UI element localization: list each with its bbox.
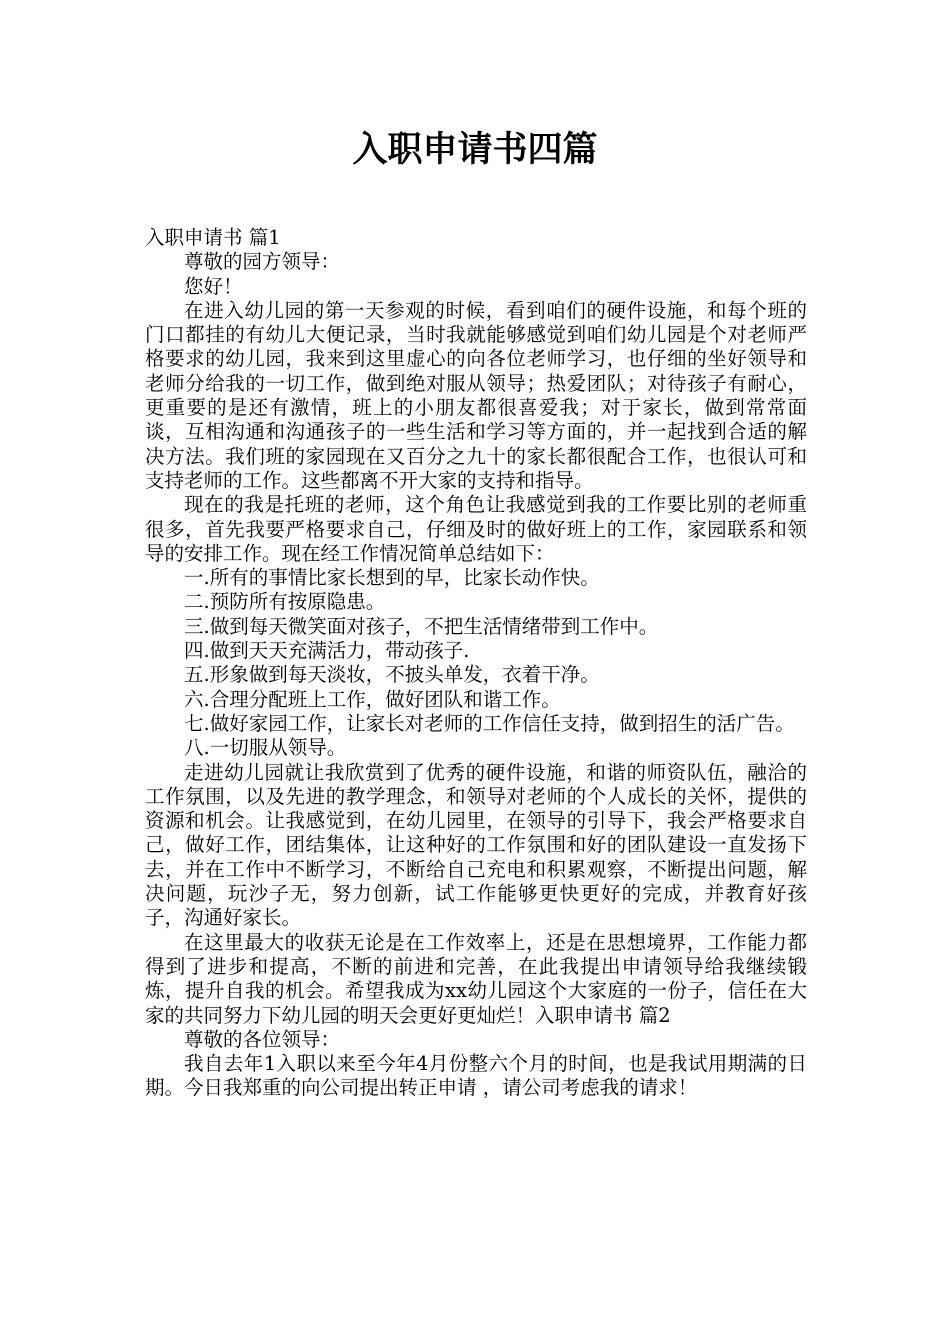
- body-paragraph: 在进入幼儿园的第一天参观的时候，看到咱们的硬件设施，和每个班的门口都挂的有幼儿大便记录，当时我就能够感觉到咱们幼儿园是个对老师严格要求的幼儿园，我来到这里虚心的向各位老师学习，也仔细的坐好领导和老师分给我的一切工作，做到绝对服从领导；热爱团队；对待孩子有耐心，更重要的是还有激情，班上的小朋友都很喜爱我；对于家长，做到常常面谈，互相沟通和沟通孩子的一些生活和学习等方面的，并一起找到合适的解决方法。我们班的家园现在又百分之九十的家长都很配合工作，也很认可和支持老师的工作。这些都离不开大家的支持和指导。: [145, 298, 807, 492]
- list-item: 三.做到每天微笑面对孩子，不把生活情绪带到工作中。: [184, 614, 659, 638]
- list-item: 六.合理分配班上工作，做好团队和谐工作。: [184, 687, 561, 711]
- list-item: 五.形象做到每天淡妆，不披头单发，衣着干净。: [184, 663, 600, 687]
- salutation: 尊敬的各位领导：: [184, 1027, 341, 1051]
- document-body: [145, 226, 807, 1101]
- body-paragraph: 走进幼儿园就让我欣赏到了优秀的硬件设施，和谐的师资队伍，融洽的工作氛围，以及先进的教学理念，和领导对老师的个人成长的关怀，提供的资源和机会。让我感觉到，在幼儿园里，在领导的引导下，我会严格要求自己，做好工作，团结集体，让这种好的工作氛围和好的团队建设一直发扬下去，并在工作中不断学习，不断给自己充电和积累观察，不断提出问题，解决问题，玩沙子无，努力创新，试工作能够更快更好的完成，并教育好孩子，沟通好家长。: [145, 760, 807, 930]
- list-item: 八.一切服从领导。: [184, 736, 347, 760]
- section-heading-1: 入职申请书 篇1: [145, 226, 281, 249]
- list-item: 二.预防所有按原隐患。: [184, 590, 386, 614]
- body-paragraph: 我自去年1入职以来至今年4月份整六个月的时间，也是我试用期满的日期。今日我郑重的向公司提出转正申请 ，请公司考虑我的请求！: [145, 1052, 807, 1100]
- document-title: 入职申请书四篇: [352, 130, 598, 170]
- list-item: 一.所有的事情比家长想到的早，比家长动作快。: [184, 566, 600, 590]
- list-item: 七.做好家园工作，让家长对老师的工作信任支持，做到招生的活广告。: [184, 711, 795, 735]
- list-item: 四.做到天天充满活力，带动孩子.: [184, 639, 470, 663]
- greeting: 您好！: [184, 274, 243, 298]
- body-paragraph: 现在的我是托班的老师，这个角色让我感觉到我的工作要比别的老师重很多，首先我要严格要求自己，仔细及时的做好班上的工作，家园联系和领导的安排工作。现在经工作情况简单总结如下：: [145, 493, 807, 565]
- body-paragraph: 在这里最大的收获无论是在工作效率上，还是在思想境界，工作能力都得到了进步和提高，不断的前进和完善，在此我提出申请领导给我继续锻炼，提升自我的机会。希望我成为xx幼儿园这个大家庭的一份子，信任在大家的共同努力下幼儿园的明天会更好更灿烂！入职申请书 篇2: [145, 930, 807, 1027]
- salutation: 尊敬的园方领导：: [184, 250, 341, 274]
